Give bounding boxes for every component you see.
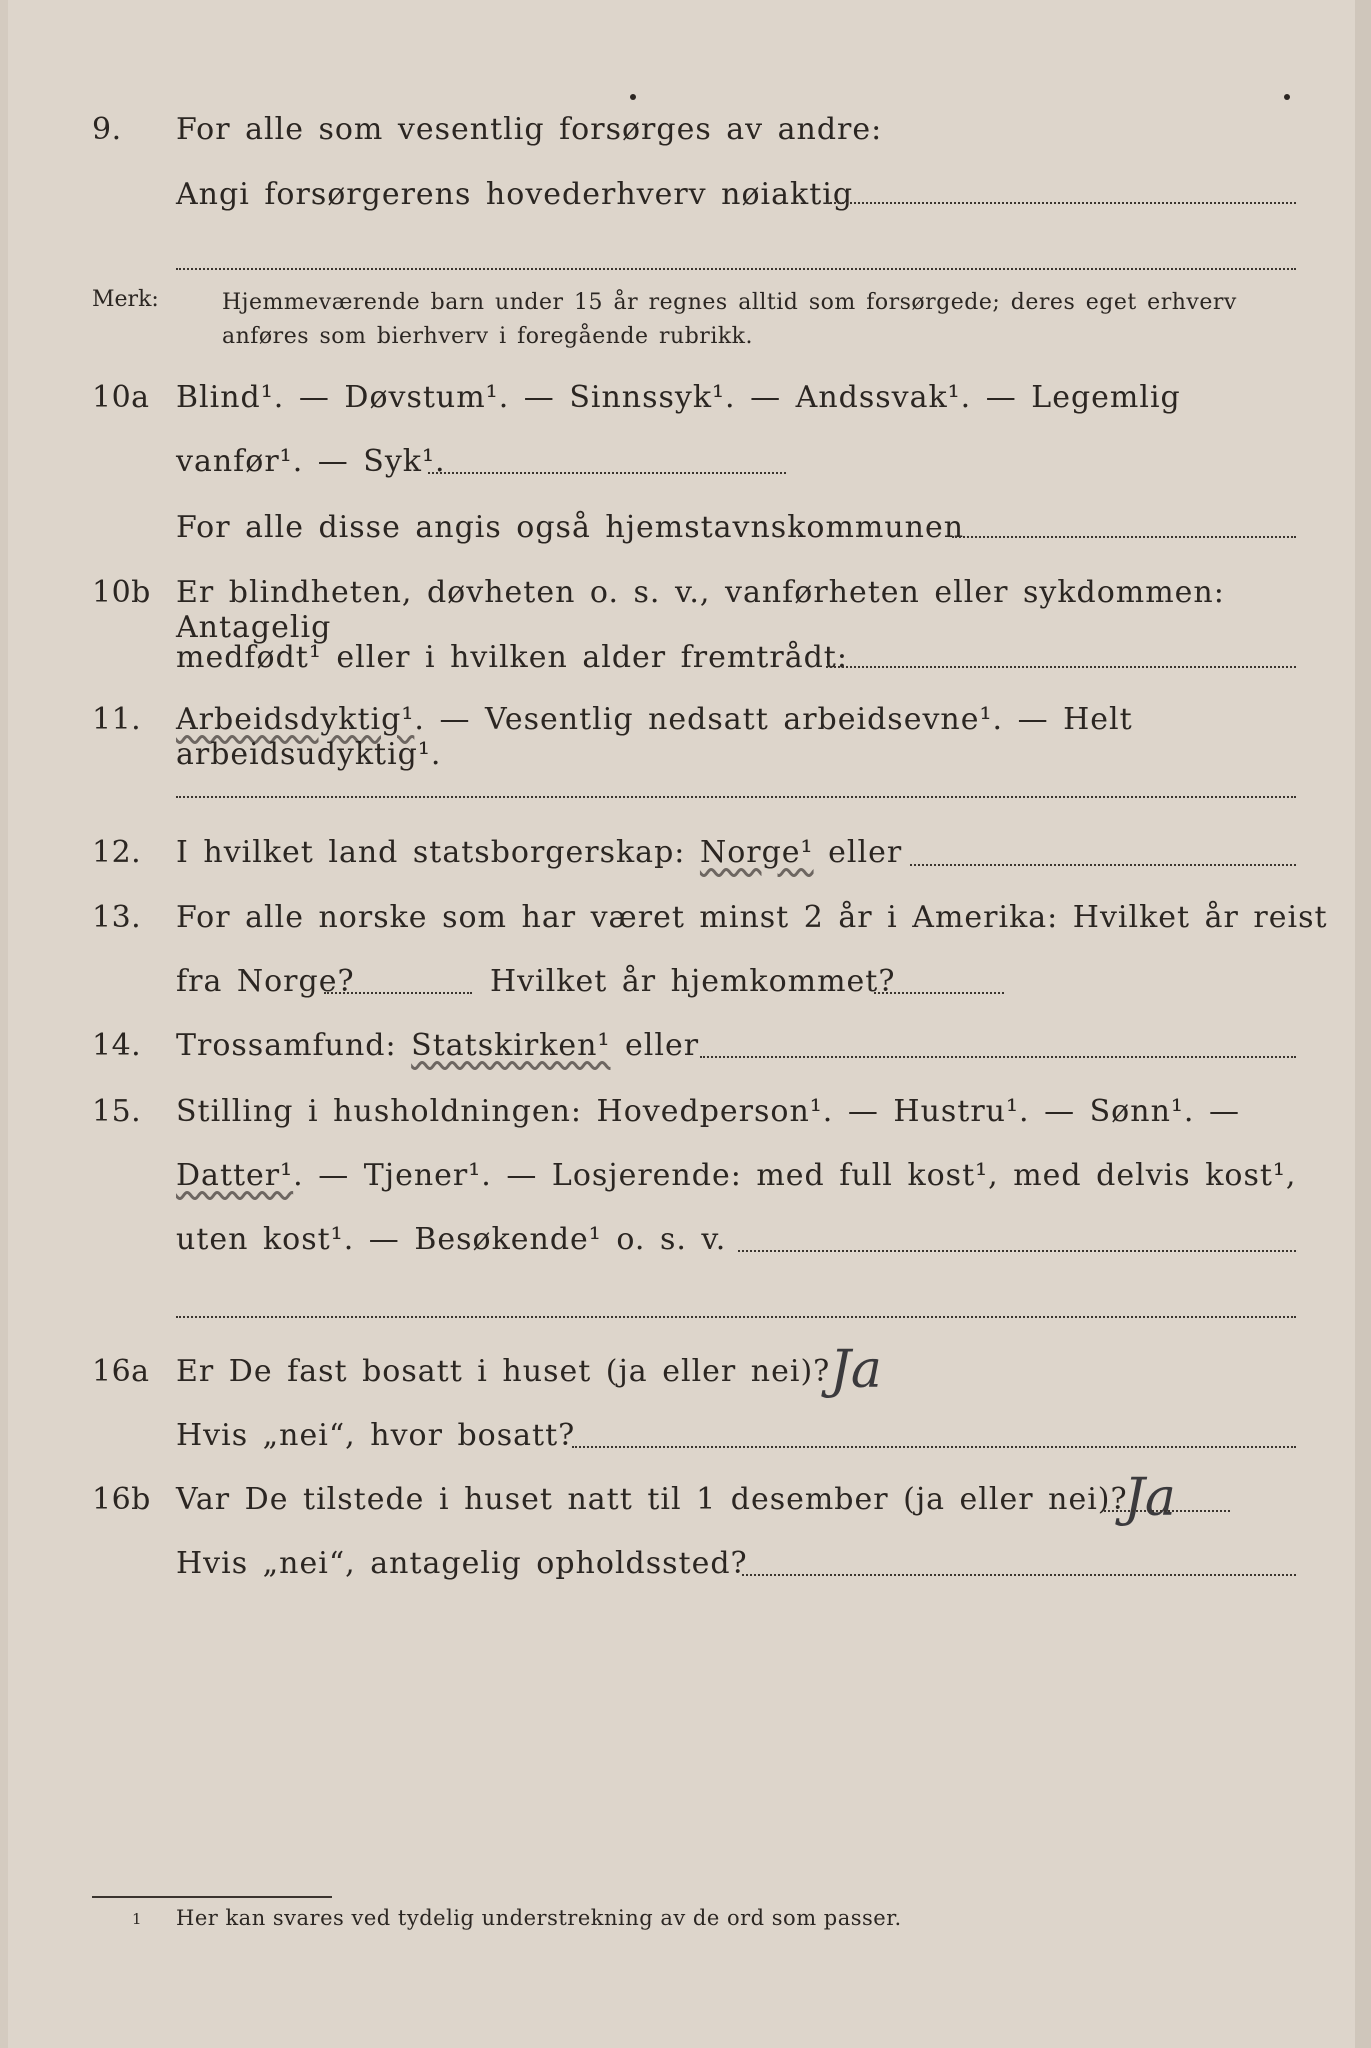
- question-12-text: [176, 835, 902, 870]
- question-10b-line2: medfødt¹ eller i hvilken alder fremtrådt:: [176, 640, 848, 675]
- question-15-answer-line[interactable]: [738, 1250, 1296, 1252]
- question-15-line2-rest: . — Tjener¹. — Losjerende: med full kost¹, med delvis kost¹,: [293, 1158, 1297, 1193]
- footnote-mark: 1: [132, 1910, 142, 1928]
- question-13-number: 13.: [92, 900, 142, 935]
- question-16b-handwritten-answer: Ja: [1124, 1468, 1176, 1528]
- question-14-option-state-church[interactable]: Statskirken¹: [411, 1028, 611, 1063]
- question-15-line1: Stilling i husholdningen: Hovedperson¹. — Hustru¹. — Sønn¹. —: [176, 1094, 1240, 1129]
- question-12-number: 12.: [92, 835, 142, 870]
- question-16a-answer-line[interactable]: [572, 1446, 1296, 1448]
- question-14-answer-line[interactable]: [700, 1056, 1296, 1058]
- page-edge-right: [1355, 0, 1371, 2048]
- question-12-label: I hvilket land statsborgerskap:: [176, 835, 686, 870]
- question-14-text: [176, 1028, 699, 1063]
- question-16b-whereabouts-line[interactable]: [742, 1574, 1296, 1576]
- question-16b-number: 16b: [92, 1482, 151, 1517]
- question-16a-line1: Er De fast bosatt i huset (ja eller nei)?: [176, 1354, 831, 1389]
- question-9-line2: Angi forsørgerens hovederhverv nøiaktig: [176, 177, 854, 212]
- question-11-option-able[interactable]: Arbeidsdyktig¹: [176, 702, 415, 737]
- question-9-answer-line[interactable]: [826, 202, 1296, 204]
- question-10a-number: 10a: [92, 380, 150, 415]
- question-13-line2a: fra Norge?: [176, 964, 355, 999]
- question-12-or: eller: [828, 835, 903, 870]
- question-12-answer-line[interactable]: [910, 864, 1296, 866]
- question-13-line1: For alle norske som har været minst 2 år i Amerika: Hvilket år reist: [176, 900, 1328, 935]
- ink-speck: [630, 94, 636, 100]
- question-15-option-daughter[interactable]: Datter¹: [176, 1158, 294, 1193]
- question-16b-line2: Hvis „nei“, antagelig opholdssted?: [176, 1546, 748, 1581]
- question-12-option-norway[interactable]: Norge¹: [699, 835, 814, 870]
- question-16a-handwritten-answer: Ja: [830, 1340, 882, 1400]
- question-10b-number: 10b: [92, 575, 151, 610]
- footnote-text: Her kan svares ved tydelig understrekning av de ord som passer.: [176, 1906, 902, 1930]
- question-11-rest: . — Vesentlig nedsatt arbeidsevne¹. — Helt arbeidsudyktig¹.: [176, 702, 1133, 772]
- question-11-text: [176, 702, 1371, 772]
- question-9-number: 9.: [92, 112, 122, 147]
- question-13-line2b: Hvilket år hjemkommet?: [490, 964, 896, 999]
- question-10a-line3: For alle disse angis også hjemstavnskommunen: [176, 510, 965, 545]
- question-9-extra-line[interactable]: [176, 268, 1296, 270]
- ink-speck: [1284, 94, 1290, 100]
- question-16b-line1: Var De tilstede i huset natt til 1 desember (ja eller nei)?: [176, 1482, 1128, 1517]
- question-10a-line2: vanfør¹. — Syk¹.: [176, 444, 446, 479]
- question-15-extra-line[interactable]: [176, 1316, 1296, 1318]
- note-line2: anføres som bierhverv i foregående rubrikk.: [222, 324, 754, 349]
- question-10a-sick-answer-line[interactable]: [428, 472, 786, 474]
- question-14-label: Trossamfund:: [176, 1028, 397, 1063]
- footnote-divider: [92, 1896, 332, 1898]
- question-14-or: eller: [625, 1028, 700, 1063]
- question-15-line3: uten kost¹. — Besøkende¹ o. s. v.: [176, 1222, 727, 1257]
- note-line1: Hjemmeværende barn under 15 år regnes alltid som forsørgede; deres eget erhverv: [222, 290, 1237, 315]
- question-14-number: 14.: [92, 1028, 142, 1063]
- question-13-departure-year-line[interactable]: [324, 992, 472, 994]
- question-10b-line1: Er blindheten, døvheten o. s. v., vanførheten eller sykdommen: Antagelig: [176, 575, 1225, 645]
- question-11-extra-line[interactable]: [176, 796, 1296, 798]
- question-10a-line1: Blind¹. — Døvstum¹. — Sinnssyk¹. — Andssvak¹. — Legemlig: [176, 380, 1181, 415]
- question-15-number: 15.: [92, 1094, 142, 1129]
- question-9-line1: For alle som vesentlig forsørges av andre:: [176, 112, 883, 147]
- question-10a-home-municipality-line[interactable]: [952, 536, 1296, 538]
- question-15-line2: [176, 1158, 1296, 1193]
- question-13-return-year-line[interactable]: [874, 992, 1004, 994]
- question-11-number: 11.: [92, 702, 142, 737]
- question-16a-number: 16a: [92, 1354, 150, 1389]
- question-16a-line2: Hvis „nei“, hvor bosatt?: [176, 1418, 576, 1453]
- question-16b-answer-line[interactable]: [1104, 1510, 1230, 1512]
- note-label: Merk:: [92, 287, 159, 312]
- page-edge-left: [0, 0, 8, 2048]
- question-10b-answer-line[interactable]: [826, 666, 1296, 668]
